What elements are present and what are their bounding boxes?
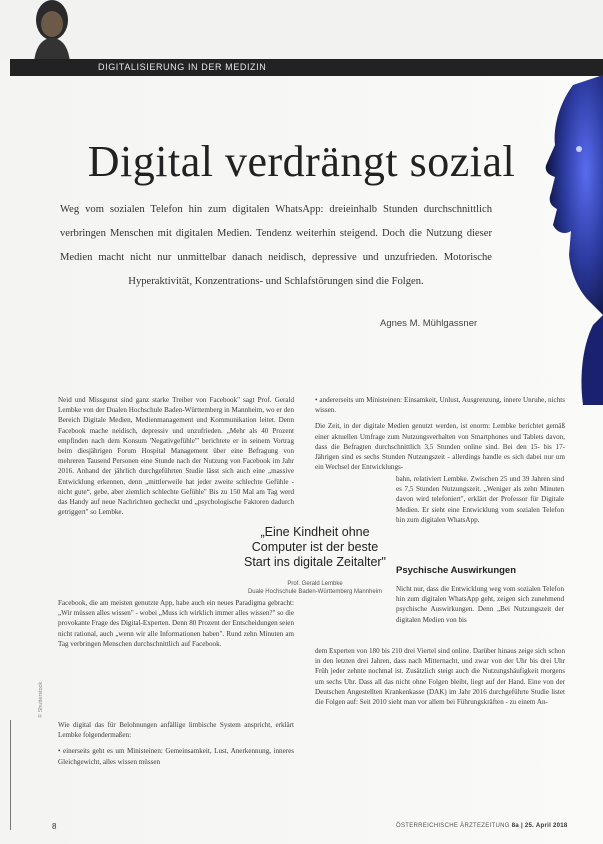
body-column-left-bottom bbox=[58, 720, 294, 773]
margin-rule bbox=[10, 720, 11, 830]
bullet-item: • einerseits geht es um Ministeinen: Gemeinsamkeit, Lust, Anerkennung, inneres Gleichgewicht, alles wissen müssen bbox=[58, 747, 294, 766]
pull-quote-source bbox=[240, 580, 390, 596]
top-strip bbox=[0, 0, 603, 60]
issue-date: 8a | 25. April 2018 bbox=[511, 823, 568, 829]
body-column-left-top bbox=[58, 395, 294, 523]
body-paragraph: Neid und Missgunst sind ganz starke Treiber von Facebook" sagt Prof. Gerald Lembke von der Dualen Hochschule Baden-Württemberg in Mannheim, wo er den Bereich Digitale Medien, Medienmanagement und Kommunikation leitet. Denn Facebook mache neidisch, depressiv und unzufrieden. „Mehr als 40 Prozent empfinden nach dem Konsum 'Negativgefühle'" berichtete er in seinem Vortrag beim diesjährigen Forum Hospital Management über eine Befragung von mehreren Tausend Personen eine Stunde nach der Nutzung von Facebook im Jahr 2016. Anhand der jährlich durchgeführten Studie lässt sich auch eine „massive Entwicklung erkennen, denn „mittlerweile hat jeder zweite schlechte Gefühle - nicht gute“, gebe, aber ziemlich schlechte Gefühle" Bis zu 150 Mal am Tag werd das Handy auf neue Nachrichten gecheckt und „psychologische Faktoren dadurch getriggert" so Lembke. bbox=[58, 396, 294, 517]
pull-quote: „Eine Kindheit ohne Computer ist der beste Start ins digitale Zeitalter" bbox=[244, 525, 386, 569]
body-paragraph: dem Experten von 180 bis 210 drei Viertel sind online. Darüber hinaus zeige sich schon in den letzten drei Jahren, dass nach Mitternacht, und zwar von der Uhr bis drei Uhr Früh jeder zehnte nochmal ist. Zusätzlich steigt auch die Nutzungshäufigkeit morgens um sechs Uhr. Dass all das nicht ohne Folgen bleibt, liegt auf der Hand. Eine von der Deutschen Angestellten Krankenkasse (DAK) im Jahr 2016 durchgeführte Studie listet die Folgen auf: Seit 2010 sieht man vor allem bei Führungskräften - zu einem An- bbox=[315, 647, 565, 707]
body-column-right-sub bbox=[396, 584, 564, 631]
pull-quote-role: Duale Hochschule Baden-Württemberg Mannheim bbox=[247, 589, 383, 595]
body-paragraph: Facebook, die am meisten genutzte App, habe auch ein neues Paradigma gebracht: „Wir müssen alles wissen" - wobei „Muss ich wirklich immer alles wissen?" so die provokante Frage des Digital-Experten. Denn 80 Prozent der Entscheidungen seien nicht rational, auch „wenn wir alle Informationen haben". Rund zehn Minuten am Tag verbringen Menschen durchschnittlich auf Facebook. bbox=[58, 599, 294, 648]
body-paragraph: Die Zeit, in der digitale Medien genutzt werden, ist enorm: Lembke berichtet gemäß einer aktuellen Umfrage zum Nutzungsverhalten von Smartphones und Tablets davon, dass die Befragten durchschnittlich 3,5 Stunden online sind. Bei den 15- bis 17-Jährigen sind es sechs Stunden Nutzungszeit - allerdings handle es sich dabei nur um ein Wechsel der Entwicklungs- bbox=[315, 422, 565, 472]
article-author: Agnes M. Mühlgassner bbox=[380, 318, 478, 329]
body-column-right-top bbox=[315, 395, 565, 478]
body-column-right-bottom bbox=[315, 646, 565, 713]
author-head-silhouette bbox=[30, 0, 74, 62]
body-column-right-wrap bbox=[396, 474, 564, 531]
pull-quote-box bbox=[240, 525, 390, 596]
section-banner-label: DIGITALISIERUNG IN DER MEDIZIN bbox=[98, 62, 267, 72]
footer-publication bbox=[396, 823, 568, 829]
body-paragraph: Nicht nur, dass die Entwicklung weg vom sozialen Telefon hin zum digitalen WhatsApp geht, zeigen sich zunehmend psychische Auswirkungen. Denn „Bei Nutzungszeit der digitalen Medien von bis bbox=[396, 585, 564, 624]
body-paragraph: bahn, relativiert Lembke. Zwischen 25 und 39 Jahren sind es 7,5 Stunden Nutzungszeit. „Weniger als zehn Minuten davon wird telefoniert", erklärt der Professor für Digitale Medien. Er sieht eine Entwicklung vom sozialen Telefon hin zum digitalen WhatsApp. bbox=[396, 475, 564, 524]
section-banner bbox=[10, 59, 603, 76]
bullet-item: • andererseits um Ministeinen: Einsamkeit, Unlust, Ausgrenzung, innere Unruhe, nichts wissen. bbox=[315, 396, 565, 415]
page-number: 8 bbox=[52, 822, 57, 831]
photo-credit: © Shutterstock bbox=[38, 681, 44, 718]
body-paragraph: Wie digital das für Belohnungen anfällige limbische System anspricht, erklärt Lembke folgendermaßen: bbox=[58, 721, 294, 740]
article-lead: Weg vom sozialen Telefon hin zum digitalen WhatsApp: dreieinhalb Stunden durchschnittlich verbringen Menschen mit digitalen Medien. Tendenz weiterhin steigend. Doch die Nutzung dieser Medien macht nicht nur unmittelbar danach neidisch, depressive und unzufrieden. Motorische Hyperaktivität, Konzentrations- und Schlafstörungen sind die Folgen. bbox=[60, 204, 492, 287]
subheading: Psychische Auswirkungen bbox=[396, 565, 517, 576]
pull-quote-name: Prof. Gerald Lembke bbox=[287, 581, 343, 587]
article-title: Digital verdrängt sozial bbox=[87, 137, 516, 186]
body-column-left-middle bbox=[58, 598, 294, 655]
publication-name: ÖSTERREICHISCHE ÄRZTEZEITUNG bbox=[396, 823, 510, 829]
